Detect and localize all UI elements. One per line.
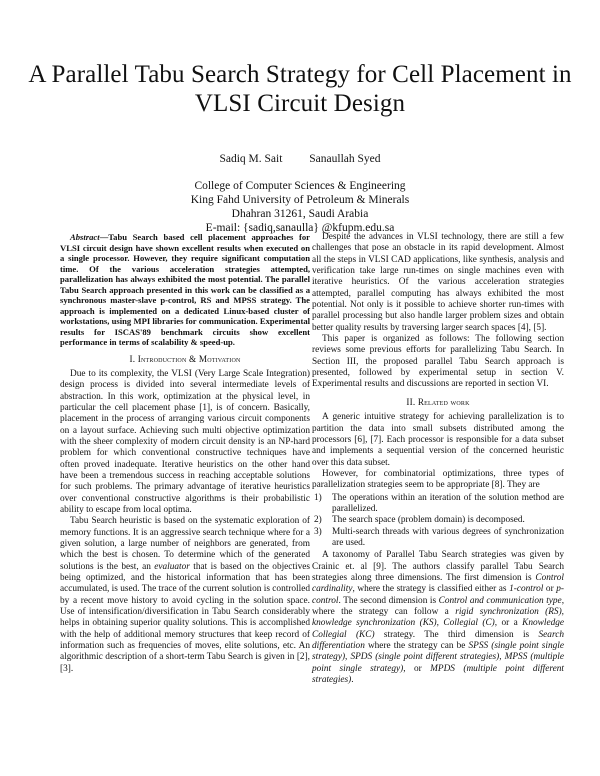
- section-1-number: I.: [129, 353, 136, 364]
- taxonomy-term: rigid synchronization (RS), knowledge synchronization (KS), Collegial (C): [312, 607, 564, 629]
- section-1-heading: [60, 354, 310, 365]
- list-item-text: The operations within an iteration of the solution method are parallelized.: [332, 492, 564, 514]
- taxonomy-text: A taxonomy of Parallel Tabu Search strategies was given by Crainic et. al [9]. The authors classify parallel Tabu Search strategies along three dimensions. The first dimension is: [312, 550, 564, 583]
- affiliation-university: King Fahd University of Petroleum & Minerals: [190, 194, 410, 206]
- list-item-number: 3): [314, 526, 322, 537]
- taxonomy-term: MPDS (multiple point different strategies): [312, 663, 565, 686]
- section-2-paragraph-3: [312, 550, 564, 686]
- affiliation-city: Dhahran 31261, Saudi Arabia: [231, 208, 369, 220]
- section-2-title: Related work: [417, 396, 470, 407]
- taxonomy-term: Search differentiation: [312, 629, 564, 652]
- right-paragraph-1: Despite the advances in VLSI technology, there are still a few challenges that pose an obstacle in its rapid development. Almost all the steps in VLSI CAD applications, like synthesis, analysis and verification take large run-times on single machines even with iterative heuristics. Of the various acceleration strategies attempted, parallel computing has always exhibited the most potential. Not only is it possible to achieve shorter run-times with parallel processing but also handle larger problem sizes and obtain better quality results by traversing larger search spaces [4], [5].: [312, 232, 564, 333]
- list-item-number: 1): [314, 492, 322, 503]
- section-1-paragraph-2: [60, 516, 310, 675]
- taxonomy-term: Control cardinality: [312, 572, 564, 595]
- abstract-label: Abstract: [70, 232, 100, 242]
- section-1-paragraph-2-text-a: Tabu Search heuristic is based on the systematic exploration of memory functions. It is an aggressive search technique where for a given solution, a large number of neighbors are generated, from which the best is chosen. To determine which of the generated solutions is the best, an: [60, 516, 310, 572]
- taxonomy-text: .: [351, 675, 354, 686]
- strategy-list: [312, 493, 564, 550]
- taxonomy-text: , where the strategy is classified either as: [352, 584, 510, 595]
- paper-title: A Parallel Tabu Search Strategy for Cell Placement in VLSI Circuit Design: [28, 61, 572, 117]
- right-column: [312, 232, 564, 686]
- taxonomy-term: p-control: [312, 584, 564, 606]
- taxonomy-text: where the strategy can be: [364, 641, 469, 652]
- author-2: Sanaullah Syed: [309, 153, 381, 165]
- abstract: [60, 232, 310, 348]
- list-item: [312, 527, 564, 550]
- list-item: [312, 493, 564, 516]
- taxonomy-text: strategy. The third dimension is: [374, 629, 539, 640]
- section-2-paragraph-2: However, for combinatorial optimizations, three types of parallelization strategies seem to be appropriate [8]. They are: [312, 468, 564, 491]
- list-item-text: Multi-search threads with various degrees of synchronization are used.: [332, 526, 564, 548]
- taxonomy-term: Knowledge Collegial (KC): [312, 618, 564, 640]
- section-1-title: Introduction & Motivation: [137, 353, 241, 364]
- taxonomy-term: Control and communication type: [438, 595, 562, 606]
- taxonomy-term: SPSS (single point single strategy), SPDS (single point different strategies), MPSS (multiple point single strategy): [312, 641, 564, 674]
- affiliation-college: College of Computer Sciences & Engineering: [194, 180, 406, 192]
- author-1: Sadiq M. Sait: [219, 153, 283, 165]
- abstract-text: —Tabu Search based cell placement approaches for VLSI circuit design have shown excellent results when executed on a single processor. However, they require significant computation time. Of the various acceleration strategies attempted, parallelization has always exhibited the most potential. The parallel Tabu Search approach presented in this work can be classified as a synchronous master-slave p-control, RS and MPSS strategy. The approach is implemented on a dedicated Linux-based cluster of workstations, using MPI libraries for communication. Experimental results for ISCAS'89 benchmark circuits show excellent performance in terms of scalability & speed-up.: [60, 232, 310, 347]
- taxonomy-text: . The second dimension is: [338, 595, 439, 606]
- list-item: [312, 515, 564, 526]
- taxonomy-text: , or: [403, 663, 431, 674]
- section-2-number: II.: [406, 396, 416, 407]
- section-2-paragraph-1: A generic intuitive strategy for achieving parallelization is to partition the data into small subsets distributed among the processors [6], [7]. Each processor is responsible for a data subset and implements a sequential version of the concerned heuristic over this data subset.: [312, 412, 564, 468]
- right-paragraph-2: This paper is organized as follows: The following section reviews some previous efforts for parallelizing Tabu Search. In Section III, the proposed parallel Tabu Search approach is presented, followed by experimental setup in section V. Experimental results and discussions are reported in section VI.: [312, 334, 564, 390]
- taxonomy-text: , where the strategy can follow a: [312, 595, 565, 617]
- author-list: [0, 153, 600, 165]
- taxonomy-text: , or a: [494, 618, 523, 629]
- section-1-paragraph-2-emphasis: evaluator: [154, 561, 190, 572]
- taxonomy-text: or: [543, 584, 557, 595]
- affiliation-block: [0, 179, 600, 235]
- left-column: [60, 232, 310, 675]
- section-1-paragraph-1: Due to its complexity, the VLSI (Very Large Scale Integration) design process is divided into several intermediate levels of abstraction. In this work, optimization at the physical level, in particular the cell placement phase [1], is of concern. Basically, placement in the process of arranging various circuit components on a layout surface. Achieving such multi objective optimization with the sheer complexity of modern circuit density is an NP-hard problem for which conventional constructive techniques have often proved inadequate. Iterative heuristics on the other hand have been a tremendous success in reaching acceptable solutions for such problems. The primary advantage of iterative heuristics over conventional constructive algorithms is their probabilistic ability to escape from local optima.: [60, 368, 310, 515]
- list-item-text: The search space (problem domain) is decomposed.: [332, 515, 525, 526]
- list-item-number: 2): [314, 515, 322, 526]
- taxonomy-term: 1-control: [509, 584, 544, 595]
- section-2-heading: [312, 397, 564, 408]
- section-1-paragraph-2-text-b: that is based on the objectives being optimized, and the historical information that has been accumulated, is used. The trace of the current solution is controlled by a recent move history to avoid cycling in the solution space. Use of intensification/diversification in Tabu Search considerably helps in obtaining superior quality solutions. This is accomplished with the help of additional memory structures that keep record of information such as frequencies of moves, elite solutions, etc. An algorithmic description of a short-term Tabu Search is given in [2], [3].: [60, 561, 310, 674]
- affiliation-email: E-mail: {sadiq,sanaulla} @kfupm.edu.sa: [205, 222, 395, 234]
